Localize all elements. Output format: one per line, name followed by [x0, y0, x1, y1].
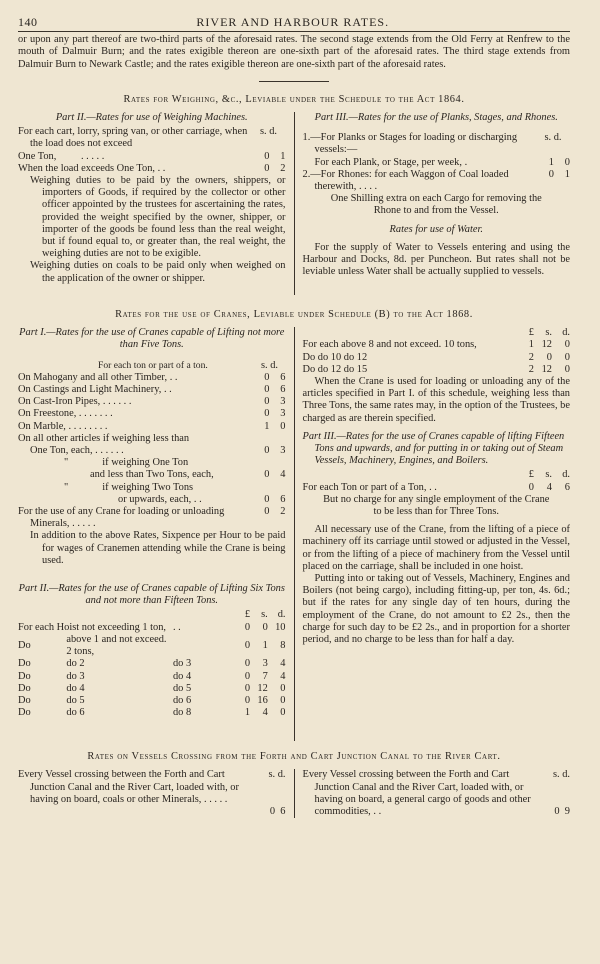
hoist-paragraph: All necessary use of the Crane, from the lifting of a piece of machinery off its carriage until stowed or adjusted in the Vessel, or from the lifting of a piece of machinery from the Vessel until placed on the carriage, shall be included in one hoist. [302, 524, 570, 572]
cranes-left [18, 327, 295, 741]
rate-row: On Marble, . . . . . . . . 1 0 [18, 420, 286, 432]
money-header: s. d. [544, 132, 562, 144]
other-articles-heading: On all other articles if weighing less than [18, 432, 190, 444]
table-row: Do do 6 do 8 1 4 0 [18, 707, 286, 719]
table-row: Do do 3 do 4 0 7 4 [18, 670, 286, 682]
table-row: Do do 10 do 12 2 0 0 [302, 351, 570, 363]
ditto-row: " if weighing Two Tons [64, 481, 194, 493]
weighing-note-1: Weighing duties to be paid by the owners, shippers, or importers of Goods, if required by the collector or other officer appointed by the trustees for ascertaining the rates, provided the weight specified by the owner, shipper, or importer of the goods be found less than the real weight, but if found equal to, or greater than, the real weight, the weighing duties are not to be exigible. [30, 175, 286, 260]
sixpence-note: In addition to the above Rates, Sixpence per Hour to be paid for wages of Cranemen attending while the Crane is being used. [30, 530, 286, 566]
page-title: RIVER AND HARBOUR RATES. [196, 15, 390, 29]
table-row: Do above 1 and not exceed. 2 tons, 0 1 8 [18, 633, 286, 658]
rhone-note: One Shilling extra on each Cargo for removing the Rhone to and from the Vessel. [330, 193, 542, 217]
rate-row: For each Plank, or Stage, per week, . 1 0 [314, 156, 570, 168]
money-header: s. d. [259, 126, 278, 138]
rate-row: or upwards, each, . . 0 6 [118, 493, 286, 505]
heavy-money-header: £ s. d. [528, 327, 570, 339]
heavy-hoist-table [303, 327, 571, 376]
hoist-money-header: £ s. d. [244, 609, 286, 621]
rate-row: For the use of any Crane for loading or unloading Minerals, . . . . . 0 2 [18, 506, 286, 530]
table-row: Do do 12 do 15 2 12 0 [302, 363, 570, 375]
machinery-paragraph: Putting into or taking out of Vessels, Machinery, Engines and Boilers (not being cargo), including fitting-up, per ton, 4s. 6d.; but if the rates for any single day of ten hours, during the employment of the Crane, do not amount to £2 2s., then the charge for such day to be £2 2s., and in proportion for a shorter period, and no charge to be less than for half a day. [302, 573, 570, 646]
intro-paragraph: or upon any part thereof are two-third parts of the aforesaid rates. The second stage extends from the Old Ferry at Renfrew to the mouth of Dalmuir Burn; and the rates exigible thereon are one-sixth part of the aforesaid rates. The third stage extends from Dalmuir Burn to Newark Castle; and the rates exigible thereon are one-sixth part of the aforesaid rates. [18, 34, 570, 70]
crane-note: When the Crane is used for loading or unloading any of the articles specified in Part I. of this schedule, weighing less than Three Tons, the same rates may, in the option of the Trustees, be charged as are therein specified. [302, 376, 570, 424]
crane-items [18, 372, 286, 433]
water-text: For the supply of Water to Vessels entering and using the Harbour and Docks, 8d. per Puncheon. But rates shall not be leviable unless Water shall be actually supplied to vessels. [302, 241, 570, 278]
part3-money-header: £ s. d. [528, 469, 570, 481]
section-divider [259, 81, 329, 82]
rate-row: On Freestone, . . . . . . . 0 3 [18, 408, 286, 420]
rate-row: On Cast-Iron Pipes, . . . . . . 0 3 [18, 396, 286, 408]
planks-heading: 1.—For Planks or Stages for loading or discharging vessels:— [302, 132, 518, 156]
table-row: For each Hoist not exceeding 1 ton, . . 0 0 10 [18, 621, 286, 633]
rate-row: When the load exceeds One Ton, . . 0 2 [18, 162, 286, 174]
cranes-part1-title: Part I.—Rates for the use of Cranes capable of Lifting not more than Five Tons. [19, 327, 285, 351]
rate-row: One Ton, each, . . . . . . 0 3 [30, 445, 286, 457]
hoist-table [18, 609, 286, 719]
per-ton-header: For each ton or part of a ton. [98, 359, 208, 371]
rate-row: 2.—For Rhones: for each Waggon of Coal loaded therewith, . . . . 0 1 [302, 168, 570, 193]
table-row: Do do 2 do 3 0 3 4 [18, 658, 286, 670]
weighing-heading: Rates for Weighing, &c., Leviable under the Schedule to the Act 1864. [123, 93, 465, 105]
rate-row: On Castings and Light Machinery, . . 0 6 [18, 384, 286, 396]
rate-row: and less than Two Tons, each, 0 4 [90, 469, 286, 481]
cranes-part2-title: Part II.—Rates for the use of Cranes capable of Lifting Six Tons and not more than Fifteen Tons. [18, 583, 285, 607]
money-header: s. d. [260, 359, 279, 371]
table-row: For each above 8 and not exceed. 10 tons, 1 12 0 [302, 339, 570, 351]
cranes-section [18, 327, 570, 741]
table-row: Do do 4 do 5 0 12 0 [18, 682, 286, 694]
water-title: Rates for use of Water. [389, 223, 483, 235]
cranes-heading: Rates for the use of Cranes, Leviable under Schedule (B) to the Act 1868. [115, 309, 473, 321]
rate-row: On Mahogany and all other Timber, . . 0 6 [18, 371, 286, 383]
money-header: s. d. [552, 769, 570, 781]
weighing-intro: For each cart, lorry, spring van, or other carriage, when the load does not exceed [18, 126, 248, 150]
part3-title: Part III.—Rates for the use of Planks, Stages, and Rhones. [314, 112, 558, 124]
part2-title: Part II.—Rates for use of Weighing Machines. [55, 112, 248, 124]
cranes-right [295, 327, 571, 741]
weighing-section [18, 112, 570, 295]
canal-heading: Rates on Vessels Crossing from the Forth and Cart Junction Canal to the River Cart. [87, 751, 501, 763]
rate-row: One Ton, . . . . . 0 1 [18, 150, 286, 162]
canal-section [18, 769, 570, 818]
canal-right: Every Vessel crossing between the Forth and Cart Junction Canal and the River Cart, loaded with, or having on board, a general cargo of goods and other commodities, . . s. d. 0 9 [302, 769, 570, 818]
page-number: 140 [18, 15, 38, 29]
weighing-part3 [295, 112, 571, 295]
rate-row: For each Ton or part of a Ton, . . 0 4 6 [302, 481, 570, 493]
weighing-note-2: Weighing duties on coals to be paid only when weighed on the application of the owner or shipper. [30, 260, 286, 284]
running-header [18, 16, 570, 32]
weighing-part2 [18, 112, 295, 295]
table-row: Do do 5 do 6 0 16 0 [18, 694, 286, 706]
no-charge-note: But no charge for any single employment of the Crane to be less than for Three Tons. [323, 493, 550, 518]
ditto-row: " if weighing One Ton [64, 457, 189, 469]
canal-left: Every Vessel crossing between the Forth and Cart Junction Canal and the River Cart, loaded with, or having on board, coals or other Minerals, . . . . . s. d. 0 6 [18, 769, 295, 818]
money-header: s. d. [268, 769, 286, 781]
cranes-part3-title: Part III.—Rates for the use of Cranes capable of lifting Fifteen Tons and upwards, and for putting in or taking out of Steam Vessels, Machinery, Engines, and Boilers. [302, 430, 565, 467]
